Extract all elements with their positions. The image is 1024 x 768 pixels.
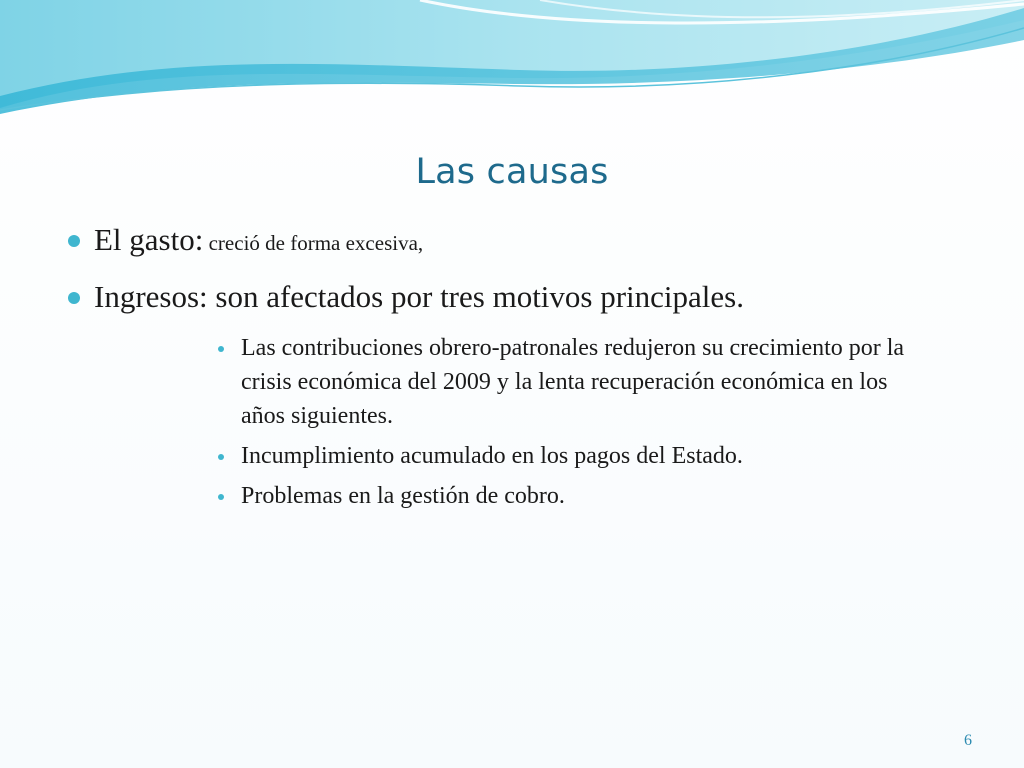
- bullet-lead: El gasto:: [94, 222, 204, 257]
- bullet-ingresos: [68, 277, 988, 317]
- sub-bullet-dot-icon: [218, 454, 224, 460]
- bullet-text: Ingresos: son afectados por tres motivos principales.: [94, 279, 744, 314]
- sub-bullet-text: Incumplimiento acumulado en los pagos del Estado.: [241, 443, 743, 469]
- sub-bullet-text: Las contribuciones obrero-patronales redujeron su crecimiento por la crisis económica del 2009 y la lenta recuperación económica en los años siguientes.: [241, 335, 905, 429]
- bullet-dot-icon: [68, 235, 80, 247]
- slide-content: [68, 220, 988, 519]
- sub-bullet-contribuciones: [215, 331, 921, 433]
- bullet-rest: creció de forma excesiva,: [203, 231, 424, 255]
- sub-bullet-incumplimiento: [215, 439, 921, 473]
- sub-bullet-text: Problemas en la gestión de cobro.: [241, 483, 565, 509]
- bullet-gasto: [68, 220, 988, 263]
- sub-bullet-dot-icon: [218, 494, 224, 500]
- page-number: 6: [964, 732, 972, 749]
- decorative-wave-header: [0, 0, 1024, 140]
- sub-bullet-cobro: [215, 479, 921, 513]
- sub-bullet-dot-icon: [218, 346, 224, 352]
- bullet-dot-icon: [68, 292, 80, 304]
- slide-title: Las causas: [415, 152, 609, 192]
